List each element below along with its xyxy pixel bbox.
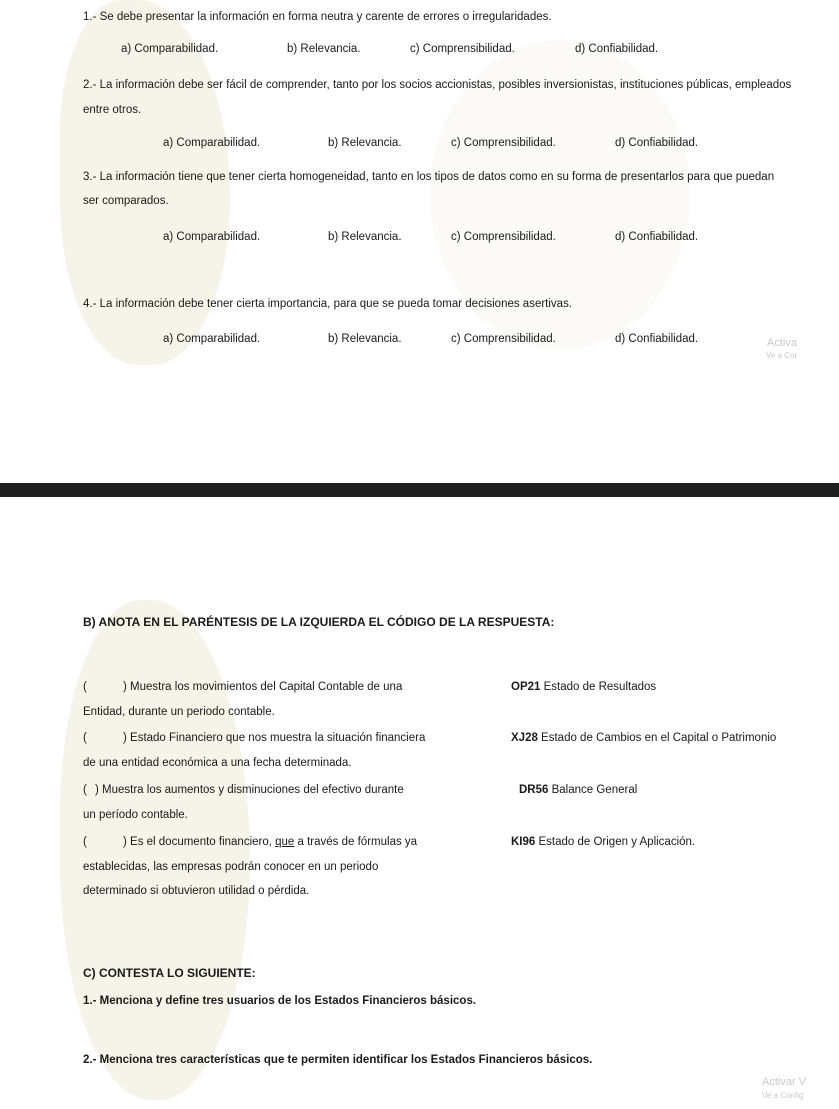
activation-watermark-bottom-line1: Activar V bbox=[762, 1076, 807, 1088]
answer-option-1-code: OP21 bbox=[511, 681, 541, 693]
question-3-text-line2: ser comparados. bbox=[83, 195, 169, 207]
question-3-option-c: c) Comprensibilidad. bbox=[451, 231, 556, 243]
question-3-option-d: d) Confiabilidad. bbox=[615, 231, 699, 243]
answer-option-2-label: Estado de Cambios en el Capital o Patrimonio bbox=[537, 732, 777, 744]
matching-item-4-line2: establecidas, las empresas podrán conocer en un periodo bbox=[83, 861, 379, 873]
matching-item-3-line1 bbox=[83, 784, 404, 796]
question-1-option-a: a) Comparabilidad. bbox=[121, 43, 219, 55]
question-2-option-b: b) Relevancia. bbox=[328, 137, 402, 149]
answer-option-4-label: Estado de Origen y Aplicación. bbox=[535, 836, 696, 848]
answer-option-3 bbox=[519, 784, 637, 796]
activation-watermark-bottom-line2: Ve a Config bbox=[762, 1091, 804, 1100]
question-2-option-a: a) Comparabilidad. bbox=[163, 137, 261, 149]
answer-option-2 bbox=[511, 732, 776, 744]
question-3-text-line1: 3.- La información tiene que tener cierta homogeneidad, tanto en los tipos de datos como en su forma de presentarlos para que puedan bbox=[83, 171, 775, 183]
question-2-option-c: c) Comprensibilidad. bbox=[451, 137, 556, 149]
answer-option-2-code: XJ28 bbox=[511, 732, 538, 744]
answer-paren-2[interactable]: ( bbox=[83, 732, 87, 744]
question-4-option-a: a) Comparabilidad. bbox=[163, 333, 261, 345]
section-c-heading: C) CONTESTA LO SIGUIENTE: bbox=[83, 966, 256, 980]
page-divider-bar bbox=[0, 483, 839, 497]
answer-option-1-label: Estado de Resultados bbox=[540, 681, 657, 693]
answer-option-3-label: Balance General bbox=[548, 784, 638, 796]
matching-item-4-line1 bbox=[83, 836, 417, 848]
matching-item-1-text: ) Muestra los movimientos del Capital Contable de una bbox=[123, 681, 403, 693]
question-4-option-c: c) Comprensibilidad. bbox=[451, 333, 556, 345]
activation-watermark-line1: Activa bbox=[767, 337, 797, 349]
matching-item-4-text-post: a través de fórmulas ya bbox=[294, 836, 418, 848]
answer-option-4-code: KI96 bbox=[511, 836, 536, 848]
question-1-option-c: c) Comprensibilidad. bbox=[410, 43, 515, 55]
answer-option-3-code: DR56 bbox=[519, 784, 549, 796]
question-1-option-d: d) Confiabilidad. bbox=[575, 43, 659, 55]
question-3-option-b: b) Relevancia. bbox=[328, 231, 402, 243]
matching-item-1-line1 bbox=[83, 681, 402, 693]
matching-item-2-text: ) Estado Financiero que nos muestra la situación financiera bbox=[123, 732, 426, 744]
question-1-text: 1.- Se debe presentar la información en forma neutra y carente de errores o irregularidades. bbox=[83, 11, 552, 23]
question-4-option-d: d) Confiabilidad. bbox=[615, 333, 699, 345]
activation-watermark-line2: Ve a Cor bbox=[766, 351, 798, 360]
question-3-option-a: a) Comparabilidad. bbox=[163, 231, 261, 243]
answer-option-4 bbox=[511, 836, 695, 848]
answer-paren-1[interactable]: ( bbox=[83, 681, 87, 693]
matching-item-3-line2: un período contable. bbox=[83, 809, 188, 821]
matching-item-2-line1 bbox=[83, 732, 425, 744]
answer-paren-4[interactable]: ( bbox=[83, 836, 87, 848]
matching-item-2-line2: de una entidad económica a una fecha determinada. bbox=[83, 757, 352, 769]
matching-item-4-text-pre: ) Es el documento financiero, bbox=[123, 836, 276, 848]
question-1-option-b: b) Relevancia. bbox=[287, 43, 361, 55]
question-2-text-line2: entre otros. bbox=[83, 104, 142, 116]
matching-item-1-line2: Entidad, durante un periodo contable. bbox=[83, 706, 275, 718]
matching-item-3-text: ) Muestra los aumentos y disminuciones del efectivo durante bbox=[95, 784, 404, 796]
section-c-question-1: 1.- Menciona y define tres usuarios de los Estados Financieros básicos. bbox=[83, 995, 477, 1007]
question-2-text-line1: 2.- La información debe ser fácil de comprender, tanto por los socios accionistas, posibles inversionistas, instituciones públicas, empleados bbox=[83, 79, 792, 91]
matching-item-4-line3: determinado si obtuvieron utilidad o pérdida. bbox=[83, 885, 310, 897]
question-2-option-d: d) Confiabilidad. bbox=[615, 137, 699, 149]
section-b-heading: B) ANOTA EN EL PARÉNTESIS DE LA IZQUIERDA EL CÓDIGO DE LA RESPUESTA: bbox=[83, 615, 555, 629]
section-c-question-2: 2.- Menciona tres características que te permiten identificar los Estados Financieros básicos. bbox=[83, 1054, 593, 1066]
background-watermark-bottom bbox=[60, 600, 250, 1100]
question-4-text: 4.- La información debe tener cierta importancia, para que se pueda tomar decisiones asertivas. bbox=[83, 298, 573, 310]
matching-item-4-text-underlined: que bbox=[275, 836, 295, 848]
answer-option-1 bbox=[511, 681, 656, 693]
answer-paren-3[interactable]: ( bbox=[83, 784, 87, 796]
question-4-option-b: b) Relevancia. bbox=[328, 333, 402, 345]
